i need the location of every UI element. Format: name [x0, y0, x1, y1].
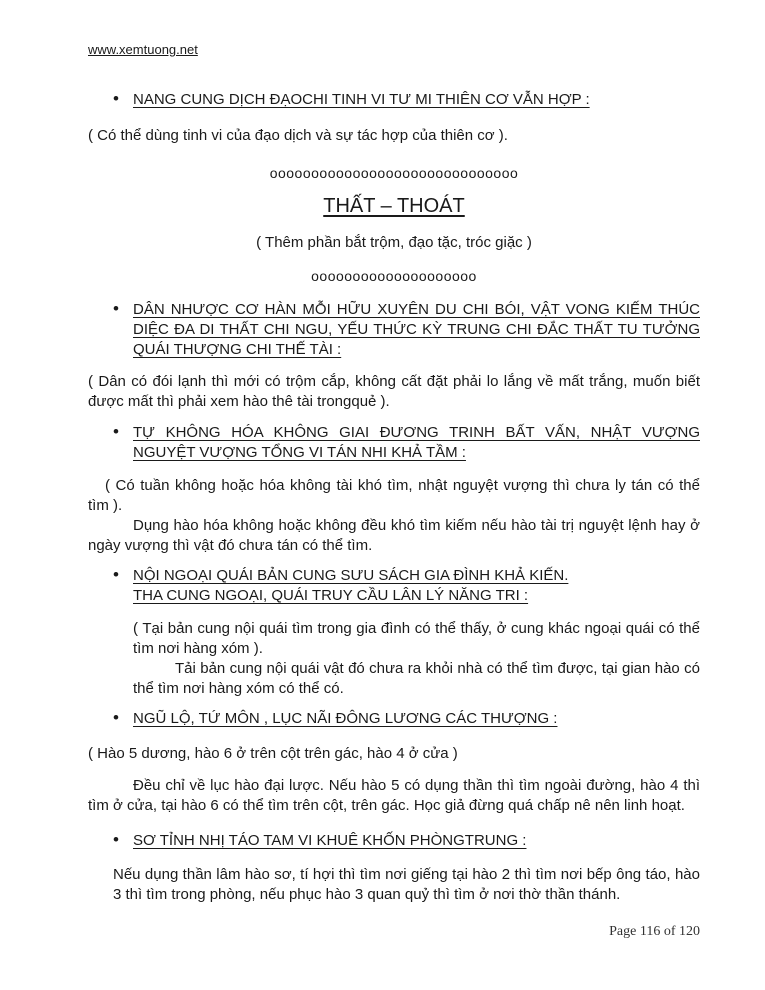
section-heading-tu-khong: • TỰ KHÔNG HÓA KHÔNG GIAI ĐƯƠNG TRINH BẤT VẤN, NHẬT VƯỢNG NGUYỆT VƯỢNG TỔNG VI TÁN NHI KHẢ TẦM : [88, 423, 700, 463]
section-heading-so-tinh: • SƠ TỈNH NHỊ TÁO TAM VI KHUÊ KHỐN PHÒNGTRUNG : [88, 831, 700, 851]
para-ngu-lo-explain: Đều chỉ về lục hào đại lược. Nếu hào 5 có dụng thần thì tìm ngoài đường, hào 4 thì tìm ở cửa, tại hào 6 có thể tìm trên cột, trên gác. Học giả đừng quá chấp nê nên linh hoạt. [88, 777, 700, 814]
section-heading-dan-nhuoc: • DÂN NHƯỢC CƠ HÀN MỖI HỮU XUYÊN DU CHI BÓI, VẬT VONG KIẾM THÚC DIỆC ĐA DI THẤT CHI NGU, YẾU THỨC KỲ TRUNG CHI ĐẮC THẤT TU TƯỞNG QUÁI THƯỢNG CHI THẾ TÀI : [88, 300, 700, 360]
heading-noi-ngoai-line1: NỘI NGOẠI QUÁI BẢN CUNG SƯU SÁCH GIA ĐÌNH KHẢ KIẾN. [133, 567, 569, 584]
note-noi-ngoai [133, 619, 700, 699]
section-heading-ngu-lo: • NGŨ LỘ, TỨ MÔN , LỤC NÃI ĐÔNG LƯƠNG CÁC THƯỢNG : [88, 709, 700, 729]
note-tu-khong [88, 476, 700, 556]
note-noi-ngoai-para1: ( Tại bản cung nội quái tìm trong gia đình có thể thấy, ở cung khác ngoại quái có thể tìm nơi hàng xóm ). [133, 620, 700, 657]
note-noi-ngoai-para2: Tải bản cung nội quái vật đó chưa ra khỏi nhà có thể tìm được, tại gian hào có thể tìm nơi hàng xóm có thể có. [133, 660, 700, 697]
note-ngu-lo: ( Hào 5 dương, hào 6 ở trên cột trên gác, hào 4 ở cửa ) [88, 745, 458, 762]
note-dan-nhuoc: ( Dân có đói lạnh thì mới có trộm cắp, không cất đặt phải lo lắng về mất trắng, muốn biết được mất thì phải xem hào thê tài trongquẻ ). [88, 373, 700, 410]
note-tu-khong-para2: Dụng hào hóa không hoặc không đều khó tìm kiếm nếu hào tài trị nguyệt lệnh hay ở ngày vượng thì vật đó chưa tán có thể tìm. [88, 517, 700, 554]
page-subtitle: ( Thêm phần bắt trộm, đạo tặc, tróc giặc ) [256, 234, 532, 251]
note-tu-khong-para1: ( Có tuần không hoặc hóa không tài khó tìm, nhật nguyệt vượng thì chưa ly tán có thể tìm ). [88, 477, 700, 514]
para-so-tinh-explain: Nếu dụng thần lâm hào sơ, tí hợi thì tìm nơi giếng tại hào 2 thì tìm nơi bếp ông táo, hào 3 thì tìm trong phòng, nếu phục hào 3 quan quỷ thì tìm ở nơi thờ thần thánh. [113, 866, 700, 903]
page-title: THẤT – THOÁT [323, 195, 465, 217]
divider-ooo-top: oooooooooooooooooooooooooooooo [269, 165, 519, 181]
page-number: Page 116 of 120 [609, 924, 700, 939]
divider-ooo-second: oooooooooooooooooooo [311, 268, 477, 284]
heading-noi-ngoai-line2: THA CUNG NGOẠI, QUÁI TRUY CẦU LÂN LÝ NĂNG TRI : [133, 587, 529, 604]
note-nang-cung: ( Có thể dùng tinh vi của đạo dịch và sự tác hợp của thiên cơ ). [88, 127, 508, 144]
section-heading-nang-cung: • NANG CUNG DỊCH ĐẠOCHI TINH VI TƯ MI THIÊN CƠ VẪN HỢP : [88, 90, 700, 110]
site-link[interactable]: www.xemtuong.net [88, 42, 198, 57]
section-heading-noi-ngoai [88, 566, 700, 606]
